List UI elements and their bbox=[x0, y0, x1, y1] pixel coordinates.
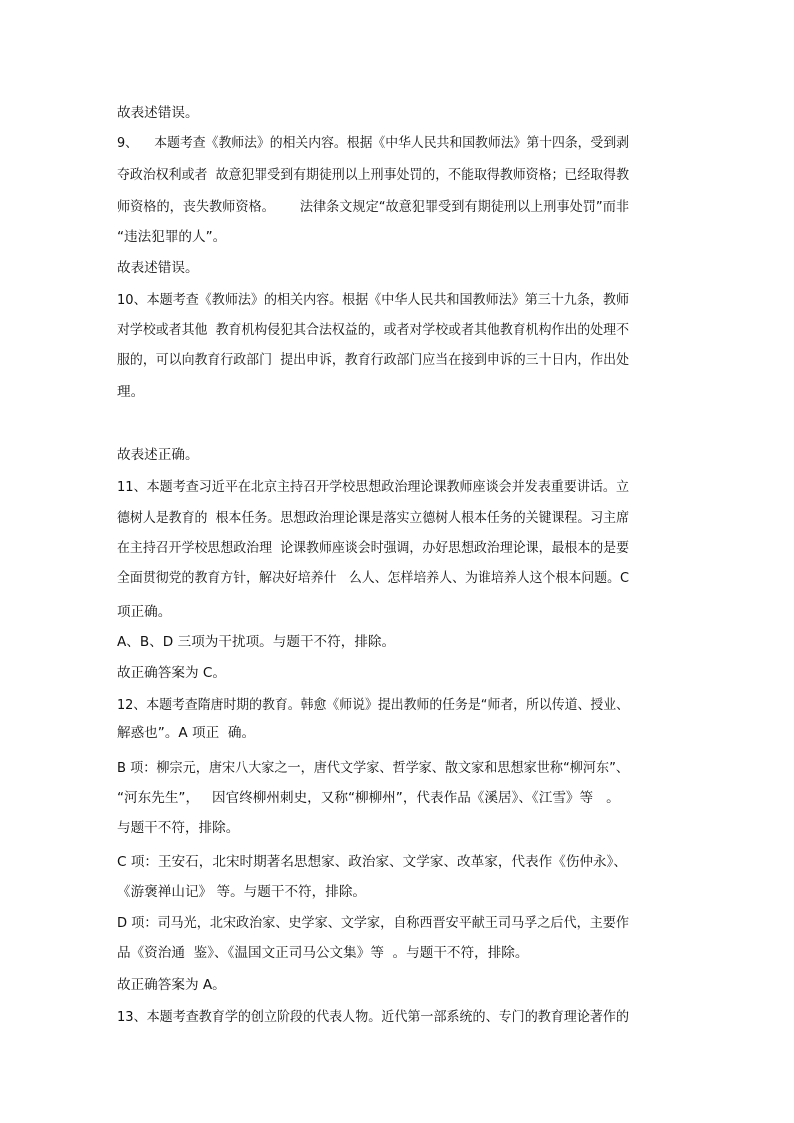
text-line: B 项：柳宗元，唐宋八大家之一，唐代文学家、哲学家、散文家和思想家世称“柳河东”、 bbox=[117, 760, 629, 776]
text-line: 全面贯彻党的教育方针，解决好培养什 么人、怎样培养人、为谁培养人这个根本问题。C bbox=[117, 570, 629, 586]
text-line: 10、本题考查《教师法》的相关内容。根据《中华人民共和国教师法》第三十九条，教师 bbox=[117, 292, 629, 308]
text-line: 师资格的，丧失教师资格。 法律条文规定“故意犯罪受到有期徒刑以上刑事处罚”而非 bbox=[117, 199, 629, 215]
text-line: 故表述错误。 bbox=[117, 105, 199, 121]
text-line: 项正确。 bbox=[117, 604, 172, 620]
text-line: 《游褒禅山记》 等。与题干不符，排除。 bbox=[117, 884, 367, 900]
text-line: 夺政治权利或者 故意犯罪受到有期徒刑以上刑事处罚的，不能取得教师资格；已经取得教 bbox=[117, 167, 629, 183]
text-line: 故表述正确。 bbox=[117, 447, 199, 463]
text-line: 12、本题考查隋唐时期的教育。韩愈《师说》提出教师的任务是“师者，所以传道、授业、 bbox=[117, 697, 629, 713]
text-line: 9、 本题考查《教师法》的相关内容。根据《中华人民共和国教师法》第十四条，受到剥 bbox=[117, 135, 629, 151]
text-line: 故表述错误。 bbox=[117, 260, 199, 276]
text-line: 对学校或者其他 教育机构侵犯其合法权益的，或者对学校或者其他教育机构作出的处理不 bbox=[117, 322, 629, 338]
text-line: 与题干不符，排除。 bbox=[117, 820, 240, 836]
text-line: 解惑也”。A 项正 确。 bbox=[117, 725, 256, 741]
text-line: 服的，可以向教育行政部门 提出申诉，教育行政部门应当在接到申诉的三十日内，作出处 bbox=[117, 352, 629, 368]
text-line: C 项：王安石，北宋时期著名思想家、政治家、文学家、改革家，代表作《伤仲永》、 bbox=[117, 854, 627, 870]
text-line: 11、本题考查习近平在北京主持召开学校思想政治理论课教师座谈会并发表重要讲话。立 bbox=[117, 479, 629, 495]
text-line: 品《资治通 鉴》、《温国文正司马公文集》等 。与题干不符，排除。 bbox=[117, 945, 529, 961]
text-line: 在主持召开学校思想政治理 论课教师座谈会时强调，办好思想政治理论课，最根本的是要 bbox=[117, 540, 629, 556]
text-line: 故正确答案为 C。 bbox=[117, 665, 226, 681]
text-line: D 项：司马光，北宋政治家、史学家、文学家，自称西晋安平献王司马孚之后代，主要作 bbox=[117, 915, 629, 931]
text-line: 理。 bbox=[117, 384, 145, 400]
text-line: 13、本题考查教育学的创立阶段的代表人物。近代第一部系统的、专门的教育理论著作的 bbox=[117, 1009, 629, 1025]
text-line: A、B、D 三项为干扰项。与题干不符，排除。 bbox=[117, 634, 396, 650]
text-line: “河东先生”， 因官终柳州刺史，又称“柳柳州”，代表作品《溪居》、《江雪》等 。 bbox=[117, 790, 620, 806]
text-line: 故正确答案为 A。 bbox=[117, 977, 226, 993]
text-line: “违法犯罪的人”。 bbox=[117, 229, 227, 245]
text-line: 德树人是教育的 根本任务。思想政治理论课是落实立德树人根本任务的关键课程。习主席 bbox=[117, 510, 629, 526]
